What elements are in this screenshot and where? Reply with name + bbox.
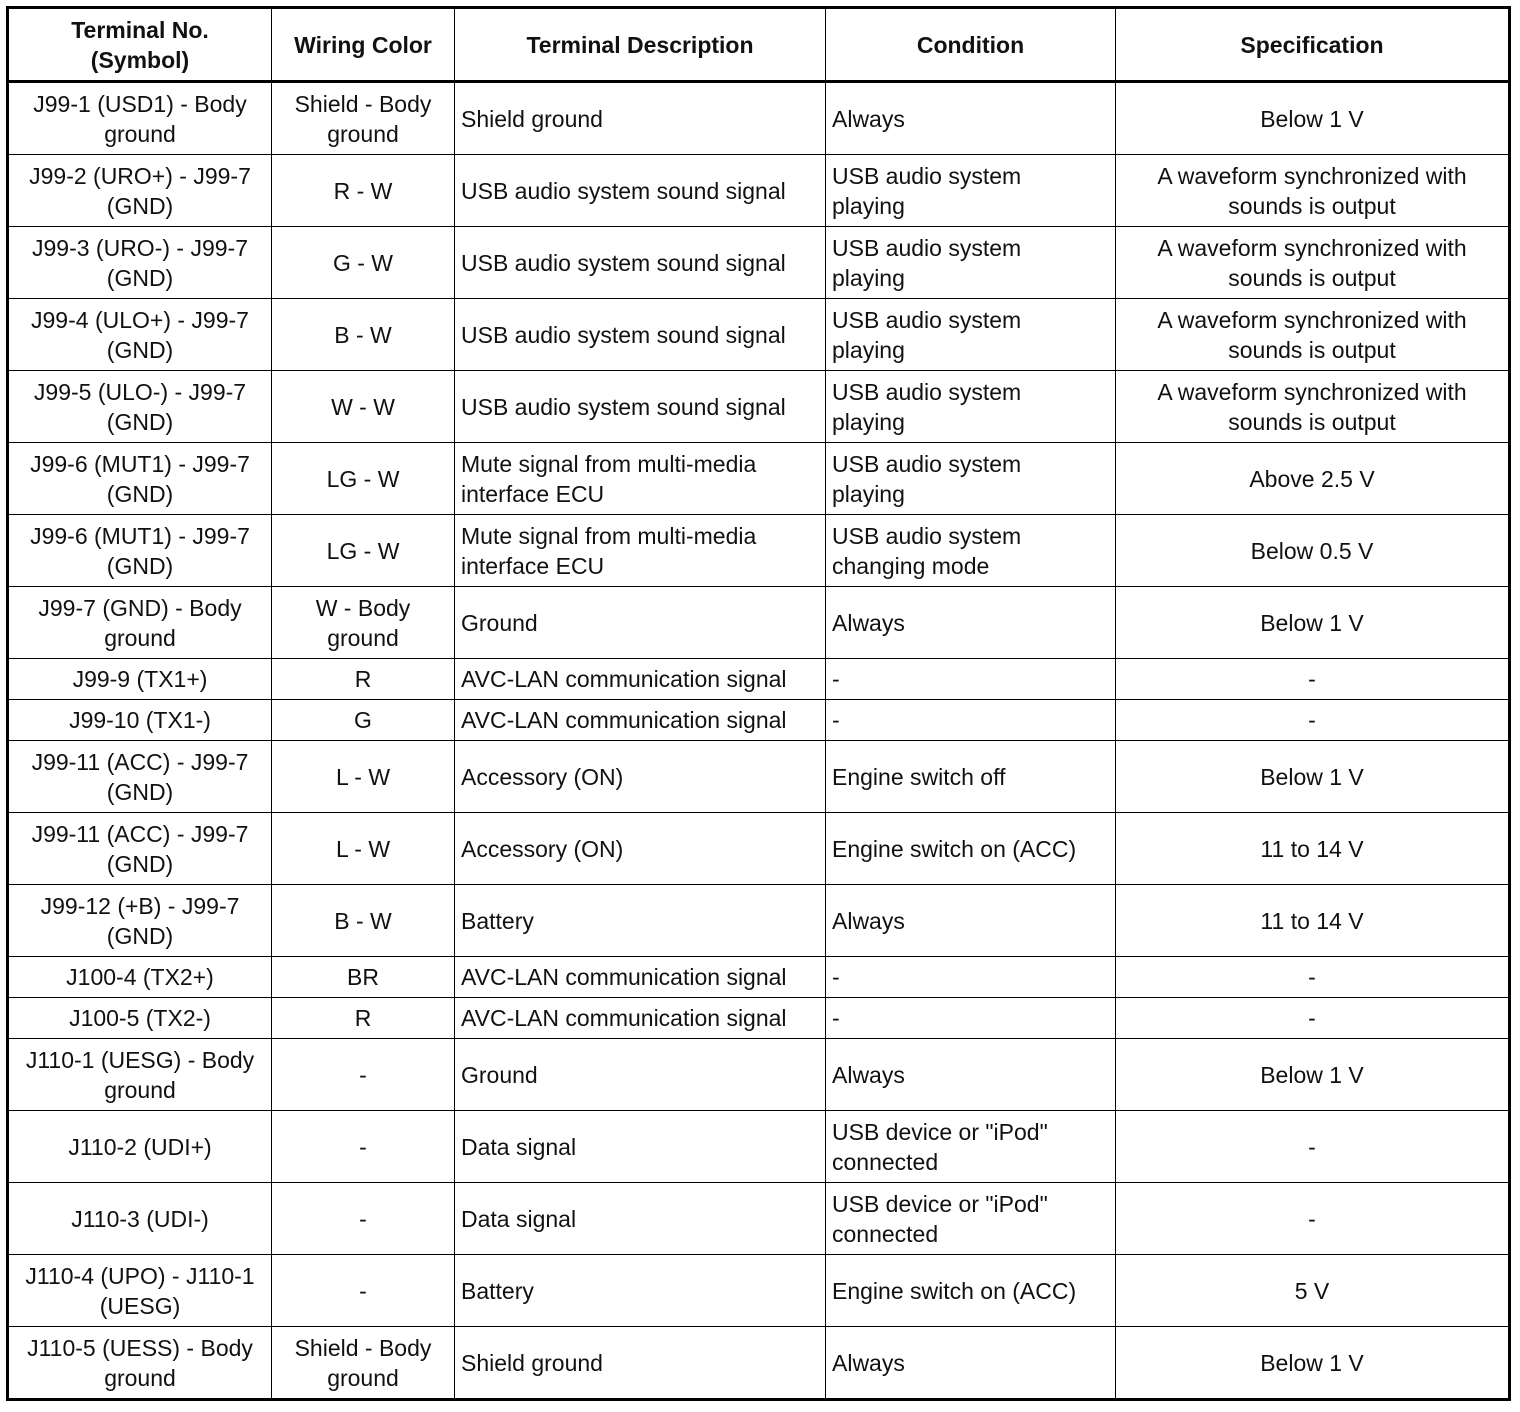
cell-wiring-color-text: R (354, 1005, 372, 1031)
table-row (8, 227, 1510, 299)
header-row (8, 8, 1510, 82)
table-body (8, 82, 1510, 1400)
cell-terminal (8, 1183, 272, 1255)
cell-specification (1116, 1327, 1510, 1400)
cell-terminal-text: J99-5 (ULO-) - J99-7 (33, 378, 247, 405)
cell-condition (826, 1039, 1116, 1111)
table-row (8, 700, 1510, 741)
cell-description-text: Ground (461, 1061, 538, 1088)
cell-wiring-color-text: G (354, 707, 372, 733)
cell-description (455, 82, 826, 155)
cell-description (455, 443, 826, 515)
table-row (8, 1183, 1510, 1255)
cell-specification-text: Below 1 V (1260, 105, 1364, 132)
cell-specification-text: - (1308, 1205, 1316, 1232)
cell-condition-text: Always (832, 1061, 905, 1088)
cell-specification (1116, 82, 1510, 155)
cell-condition-text: USB audio system (832, 162, 1022, 189)
cell-terminal-text: J99-11 (ACC) - J99-7 (31, 820, 249, 847)
cell-wiring-color (272, 1255, 455, 1327)
cell-terminal-text: ground (104, 1076, 176, 1103)
cell-terminal (8, 299, 272, 371)
cell-wiring-color (272, 1111, 455, 1183)
cell-terminal-text: J110-5 (UESS) - Body (27, 1334, 253, 1361)
cell-wiring-color (272, 885, 455, 957)
cell-description (455, 587, 826, 659)
cell-wiring-color (272, 82, 455, 155)
cell-specification-text: Below 1 V (1260, 609, 1364, 636)
cell-wiring-color (272, 700, 455, 741)
table-row (8, 299, 1510, 371)
cell-condition (826, 1183, 1116, 1255)
cell-wiring-color-text: L - W (335, 763, 391, 790)
cell-terminal (8, 155, 272, 227)
table-row (8, 1111, 1510, 1183)
cell-terminal-text: J99-9 (TX1+) (72, 666, 208, 692)
cell-specification-text: sounds is output (1228, 264, 1396, 291)
header-text: Terminal Description (526, 31, 754, 58)
cell-condition-text: USB audio system (832, 450, 1022, 477)
cell-terminal (8, 82, 272, 155)
cell-description-text: interface ECU (461, 480, 605, 507)
cell-specification-text: 5 V (1294, 1277, 1330, 1304)
cell-condition (826, 1327, 1116, 1400)
header-text: Specification (1240, 31, 1384, 58)
cell-specification (1116, 957, 1510, 998)
table-row (8, 998, 1510, 1039)
table-row (8, 82, 1510, 155)
cell-specification-text: Below 1 V (1260, 763, 1364, 790)
cell-specification-text: 11 to 14 V (1260, 907, 1364, 934)
cell-wiring-color-text: - (359, 1277, 367, 1304)
cell-wiring-color-text: W - Body (315, 594, 411, 621)
cell-condition (826, 1111, 1116, 1183)
cell-terminal-text: J99-2 (URO+) - J99-7 (29, 162, 251, 189)
terminal-spec-table (6, 6, 1511, 1401)
cell-description-text: AVC-LAN communication signal (461, 666, 787, 692)
cell-condition (826, 885, 1116, 957)
cell-specification-text: - (1308, 964, 1316, 990)
cell-wiring-color (272, 587, 455, 659)
cell-specification-text: Below 0.5 V (1250, 537, 1374, 564)
cell-condition (826, 227, 1116, 299)
cell-condition-text: playing (832, 264, 905, 291)
cell-terminal-text: J110-4 (UPO) - J110-1 (25, 1262, 255, 1289)
cell-terminal-text: J100-4 (TX2+) (66, 964, 214, 990)
cell-wiring-color-text: LG - W (326, 465, 400, 492)
cell-description (455, 227, 826, 299)
cell-wiring-color-text: ground (327, 1364, 399, 1391)
cell-condition-text: connected (832, 1220, 939, 1247)
cell-wiring-color (272, 1039, 455, 1111)
cell-specification-text: Below 1 V (1260, 1061, 1364, 1088)
cell-condition (826, 957, 1116, 998)
table-row (8, 371, 1510, 443)
table-row (8, 1255, 1510, 1327)
cell-specification (1116, 1183, 1510, 1255)
cell-terminal-text: J99-7 (GND) - Body (38, 594, 242, 621)
cell-description-text: AVC-LAN communication signal (461, 964, 787, 990)
cell-specification (1116, 1255, 1510, 1327)
cell-wiring-color (272, 371, 455, 443)
cell-wiring-color-text: R (354, 666, 372, 692)
cell-description (455, 515, 826, 587)
header-terminal-description (455, 8, 826, 82)
cell-specification (1116, 155, 1510, 227)
cell-wiring-color (272, 741, 455, 813)
cell-description (455, 700, 826, 741)
cell-description-text: Data signal (461, 1205, 577, 1232)
cell-condition-text: connected (832, 1148, 939, 1175)
cell-condition (826, 659, 1116, 700)
cell-terminal-text: (GND) (106, 480, 174, 507)
cell-wiring-color (272, 659, 455, 700)
cell-wiring-color-text: ground (327, 624, 399, 651)
cell-condition (826, 371, 1116, 443)
cell-specification-text: - (1308, 1133, 1316, 1160)
cell-wiring-color-text: L - W (335, 835, 391, 862)
cell-wiring-color (272, 957, 455, 998)
table-row (8, 1327, 1510, 1400)
cell-description (455, 885, 826, 957)
cell-description (455, 1255, 826, 1327)
cell-terminal-text: J110-3 (UDI-) (71, 1205, 209, 1232)
cell-wiring-color (272, 1183, 455, 1255)
cell-condition-text: playing (832, 192, 905, 219)
cell-condition (826, 998, 1116, 1039)
cell-terminal (8, 700, 272, 741)
table-row (8, 957, 1510, 998)
cell-wiring-color-text: - (359, 1133, 367, 1160)
cell-terminal (8, 1327, 272, 1400)
table-row (8, 443, 1510, 515)
cell-terminal-text: J110-1 (UESG) - Body (25, 1046, 255, 1073)
cell-description (455, 1039, 826, 1111)
cell-specification (1116, 443, 1510, 515)
cell-terminal-text: (GND) (106, 922, 174, 949)
cell-specification-text: A waveform synchronized with (1157, 378, 1467, 405)
cell-specification-text: - (1308, 666, 1316, 692)
cell-description-text: interface ECU (461, 552, 605, 579)
table-row (8, 659, 1510, 700)
cell-terminal (8, 443, 272, 515)
cell-condition-text: USB device or "iPod" (832, 1190, 1048, 1217)
header-text: (Symbol) (90, 46, 190, 73)
cell-terminal-text: (GND) (106, 778, 174, 805)
cell-terminal-text: J99-6 (MUT1) - J99-7 (30, 522, 250, 549)
cell-description (455, 1183, 826, 1255)
table-row (8, 741, 1510, 813)
cell-terminal-text: (GND) (106, 408, 174, 435)
cell-wiring-color-text: LG - W (326, 537, 400, 564)
cell-description (455, 659, 826, 700)
cell-specification (1116, 1039, 1510, 1111)
cell-condition-text: USB audio system (832, 378, 1022, 405)
cell-wiring-color-text: B - W (334, 321, 392, 348)
cell-terminal (8, 515, 272, 587)
cell-condition-text: USB audio system (832, 234, 1022, 261)
cell-condition-text: playing (832, 336, 905, 363)
cell-terminal-text: (GND) (106, 264, 174, 291)
cell-condition-text: Always (832, 105, 905, 132)
cell-condition-text: - (832, 964, 840, 990)
cell-terminal-text: J99-1 (USD1) - Body (33, 90, 247, 117)
cell-description (455, 1327, 826, 1400)
cell-terminal (8, 659, 272, 700)
cell-wiring-color (272, 299, 455, 371)
cell-terminal-text: (GND) (106, 336, 174, 363)
cell-condition-text: USB audio system (832, 522, 1022, 549)
cell-terminal-text: (UESG) (99, 1292, 181, 1319)
cell-condition (826, 155, 1116, 227)
cell-wiring-color-text: B - W (334, 907, 392, 934)
cell-terminal-text: ground (104, 624, 176, 651)
cell-terminal-text: J99-6 (MUT1) - J99-7 (30, 450, 250, 477)
cell-specification-text: sounds is output (1228, 408, 1396, 435)
cell-specification-text: A waveform synchronized with (1157, 162, 1467, 189)
cell-description-text: Accessory (ON) (461, 763, 624, 790)
table-row (8, 885, 1510, 957)
cell-description-text: Data signal (461, 1133, 577, 1160)
cell-description-text: Shield ground (461, 1349, 603, 1376)
cell-condition-text: playing (832, 480, 905, 507)
header-condition (826, 8, 1116, 82)
table-row (8, 515, 1510, 587)
cell-description (455, 813, 826, 885)
cell-description-text: AVC-LAN communication signal (461, 707, 787, 733)
cell-wiring-color-text: Shield - Body (294, 1334, 432, 1361)
table-row (8, 587, 1510, 659)
terminal-spec-sheet (6, 6, 1508, 1401)
cell-description-text: Battery (461, 1277, 534, 1304)
cell-description-text: Shield ground (461, 105, 603, 132)
cell-terminal-text: J99-4 (ULO+) - J99-7 (31, 306, 249, 333)
cell-terminal-text: J99-10 (TX1-) (69, 707, 211, 733)
cell-condition-text: changing mode (832, 552, 990, 579)
cell-condition (826, 299, 1116, 371)
cell-wiring-color (272, 813, 455, 885)
cell-specification-text: sounds is output (1228, 336, 1396, 363)
cell-description (455, 371, 826, 443)
cell-terminal-text: J99-11 (ACC) - J99-7 (31, 748, 249, 775)
cell-condition-text: USB audio system (832, 306, 1022, 333)
cell-terminal (8, 227, 272, 299)
cell-specification (1116, 813, 1510, 885)
cell-terminal (8, 1111, 272, 1183)
cell-specification (1116, 998, 1510, 1039)
cell-description-text: Battery (461, 907, 534, 934)
cell-wiring-color (272, 515, 455, 587)
cell-condition (826, 1255, 1116, 1327)
table-row (8, 1039, 1510, 1111)
cell-specification (1116, 885, 1510, 957)
cell-terminal-text: ground (104, 1364, 176, 1391)
cell-description (455, 1111, 826, 1183)
cell-terminal-text: (GND) (106, 850, 174, 877)
header-wiring-color (272, 8, 455, 82)
cell-condition-text: Always (832, 907, 905, 934)
cell-terminal (8, 1255, 272, 1327)
cell-specification-text: A waveform synchronized with (1157, 234, 1467, 261)
cell-description-text: Mute signal from multi-media (461, 450, 757, 477)
cell-description-text: USB audio system sound signal (461, 249, 786, 276)
cell-condition-text: - (832, 666, 840, 692)
cell-condition-text: playing (832, 408, 905, 435)
cell-description-text: USB audio system sound signal (461, 321, 786, 348)
cell-condition-text: USB device or "iPod" (832, 1118, 1048, 1145)
cell-condition (826, 700, 1116, 741)
cell-terminal-text: ground (104, 120, 176, 147)
cell-specification (1116, 587, 1510, 659)
cell-terminal-text: J100-5 (TX2-) (69, 1005, 211, 1031)
header-terminal-no (8, 8, 272, 82)
cell-condition (826, 587, 1116, 659)
cell-condition (826, 515, 1116, 587)
cell-wiring-color-text: W - W (331, 393, 395, 420)
cell-description (455, 299, 826, 371)
cell-wiring-color-text: - (359, 1061, 367, 1088)
cell-terminal (8, 371, 272, 443)
cell-terminal (8, 1039, 272, 1111)
cell-specification-text: - (1308, 1005, 1316, 1031)
cell-specification-text: - (1308, 707, 1316, 733)
cell-specification (1116, 1111, 1510, 1183)
cell-terminal-text: (GND) (106, 552, 174, 579)
cell-terminal (8, 885, 272, 957)
cell-description-text: Accessory (ON) (461, 835, 624, 862)
cell-wiring-color-text: ground (327, 120, 399, 147)
cell-description-text: AVC-LAN communication signal (461, 1005, 787, 1031)
cell-wiring-color-text: Shield - Body (294, 90, 432, 117)
cell-description-text: USB audio system sound signal (461, 177, 786, 204)
cell-wiring-color (272, 998, 455, 1039)
cell-specification-text: sounds is output (1228, 192, 1396, 219)
cell-terminal-text: J110-2 (UDI+) (68, 1133, 212, 1160)
cell-condition-text: Engine switch off (832, 763, 1006, 790)
cell-description (455, 155, 826, 227)
cell-wiring-color-text: - (359, 1205, 367, 1232)
cell-condition-text: Always (832, 1349, 905, 1376)
cell-terminal (8, 587, 272, 659)
table-row (8, 155, 1510, 227)
cell-specification (1116, 741, 1510, 813)
cell-condition-text: Always (832, 609, 905, 636)
cell-terminal-text: J99-12 (+B) - J99-7 (40, 892, 240, 919)
cell-condition (826, 443, 1116, 515)
cell-specification (1116, 227, 1510, 299)
cell-condition (826, 741, 1116, 813)
cell-terminal (8, 813, 272, 885)
cell-wiring-color (272, 1327, 455, 1400)
cell-specification-text: A waveform synchronized with (1157, 306, 1467, 333)
cell-specification-text: Below 1 V (1260, 1349, 1364, 1376)
header-text: Wiring Color (294, 31, 432, 58)
cell-description (455, 741, 826, 813)
cell-description (455, 998, 826, 1039)
cell-terminal (8, 998, 272, 1039)
cell-condition-text: Engine switch on (ACC) (832, 1277, 1077, 1304)
cell-specification-text: 11 to 14 V (1260, 835, 1364, 862)
cell-description-text: USB audio system sound signal (461, 393, 786, 420)
header-text: Terminal No. (71, 16, 209, 43)
cell-condition (826, 82, 1116, 155)
cell-description (455, 957, 826, 998)
cell-description-text: Mute signal from multi-media (461, 522, 757, 549)
cell-wiring-color-text: R - W (333, 177, 393, 204)
cell-specification (1116, 371, 1510, 443)
header-text: Condition (916, 31, 1025, 58)
cell-wiring-color-text: BR (347, 964, 379, 990)
header-specification (1116, 8, 1510, 82)
cell-condition-text: - (832, 1005, 840, 1031)
cell-condition (826, 813, 1116, 885)
table-row (8, 813, 1510, 885)
cell-terminal-text: J99-3 (URO-) - J99-7 (32, 234, 248, 261)
cell-terminal (8, 741, 272, 813)
cell-terminal-text: (GND) (106, 192, 174, 219)
cell-specification (1116, 659, 1510, 700)
cell-terminal (8, 957, 272, 998)
cell-wiring-color (272, 443, 455, 515)
cell-condition-text: - (832, 707, 840, 733)
cell-wiring-color-text: G - W (332, 249, 394, 276)
cell-specification (1116, 700, 1510, 741)
cell-wiring-color (272, 227, 455, 299)
cell-specification (1116, 515, 1510, 587)
cell-description-text: Ground (461, 609, 538, 636)
cell-specification-text: Above 2.5 V (1249, 465, 1375, 492)
cell-condition-text: Engine switch on (ACC) (832, 835, 1077, 862)
cell-wiring-color (272, 155, 455, 227)
cell-specification (1116, 299, 1510, 371)
